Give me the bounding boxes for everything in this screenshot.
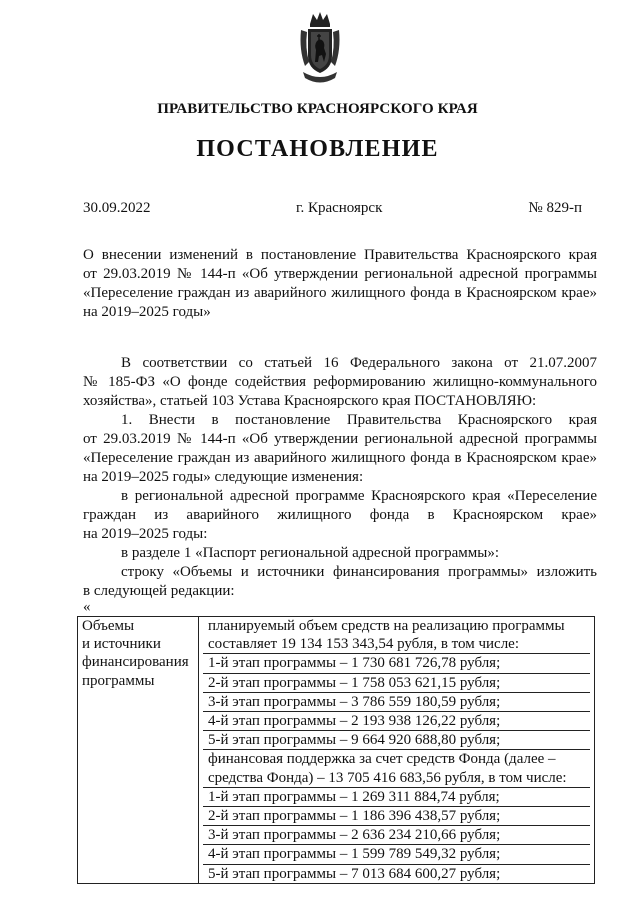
stage-amount: 3-й этап программы – 3 786 559 180,59 рубля; (203, 693, 590, 712)
krasnoyarsk-coat-of-arms-icon (297, 10, 343, 88)
body-line: на 2019–2025 годы: (83, 526, 208, 542)
body-line: № 185-ФЗ «О фонде содействия реформированию жилищно-коммунального (83, 374, 597, 390)
body-line: в разделе 1 «Паспорт региональной адресной программы»: (121, 545, 499, 561)
table-row (78, 617, 595, 884)
total-amount-line: планируемый объем средств на реализацию программы (208, 618, 565, 634)
fund-amount (203, 750, 590, 787)
body-line: в региональной адресной программе Красноярского края «Переселение (121, 488, 597, 504)
financing-table (77, 616, 595, 884)
body-line: «Переселение граждан из аварийного жилищного фонда в Красноярском крае» (83, 450, 597, 466)
financing-label-line: финансирования (82, 654, 189, 671)
quote-open: « (83, 599, 91, 615)
fund-amount-line: средства Фонда) – 13 705 416 683,56 рубля, в том числе: (208, 769, 567, 786)
subject-line: «Переселение граждан из аварийного жилищного фонда в Красноярском крае» (83, 285, 597, 301)
stage-amount: 4-й этап программы – 2 193 938 126,22 рубля; (203, 712, 590, 731)
body-line: на 2019–2025 годы» следующие изменения: (83, 469, 364, 485)
financing-label-cell (78, 617, 199, 884)
fund-stage-amount: 5-й этап программы – 7 013 684 600,27 рубля; (208, 865, 501, 882)
stage-amount: 1-й этап программы – 1 730 681 726,78 рубля; (203, 654, 590, 673)
subject-line: О внесении изменений в постановление Правительства Красноярского края (83, 247, 597, 263)
document-city: г. Красноярск (296, 200, 383, 216)
body-line: В соответствии со статьей 16 Федерального закона от 21.07.2007 (121, 355, 597, 371)
document-date: 30.09.2022 (83, 200, 151, 216)
financing-label-line: и источники (82, 636, 161, 653)
stage-amount: 2-й этап программы – 1 758 053 621,15 рубля; (203, 674, 590, 693)
document-number: № 829-п (528, 200, 582, 216)
subject-line: от 29.03.2019 № 144-п «Об утверждении региональной адресной программы (83, 266, 597, 282)
fund-stage-amount: 1-й этап программы – 1 269 311 884,74 рубля; (203, 788, 590, 807)
financing-label-line: программы (82, 672, 155, 689)
body-line: 1. Внести в постановление Правительства Красноярского края (121, 412, 597, 428)
body-line: строку «Объемы и источники финансирования программы» изложить (121, 564, 597, 580)
fund-stage-amount: 2-й этап программы – 1 186 396 438,57 рубля; (203, 807, 590, 826)
body-line: от 29.03.2019 № 144-п «Об утверждении региональной адресной программы (83, 431, 597, 447)
financing-value-cell (199, 617, 595, 884)
body-line: граждан из аварийного жилищного фонда в Красноярском крае» (83, 507, 597, 523)
stage-amount: 5-й этап программы – 9 664 920 688,80 рубля; (203, 731, 590, 750)
total-amount (203, 617, 590, 654)
body-line: хозяйства», статьей 103 Устава Красноярского края ПОСТАНОВЛЯЮ: (83, 393, 537, 409)
government-name: ПРАВИТЕЛЬСТВО КРАСНОЯРСКОГО КРАЯ (157, 101, 478, 117)
document-type: ПОСТАНОВЛЕНИЕ (196, 136, 439, 162)
subject-line: на 2019–2025 годы» (83, 304, 211, 320)
body-line: в следующей редакции: (83, 583, 235, 599)
financing-label-line: Объемы (82, 618, 135, 634)
total-amount-line: составляет 19 134 153 343,54 рубля, в том числе: (208, 636, 520, 653)
fund-amount-line: финансовая поддержка за счет средств Фонда (далее – (208, 751, 556, 768)
fund-stage-amount: 4-й этап программы – 1 599 789 549,32 рубля; (203, 845, 590, 864)
fund-stage-amount: 3-й этап программы – 2 636 234 210,66 рубля; (203, 826, 590, 845)
